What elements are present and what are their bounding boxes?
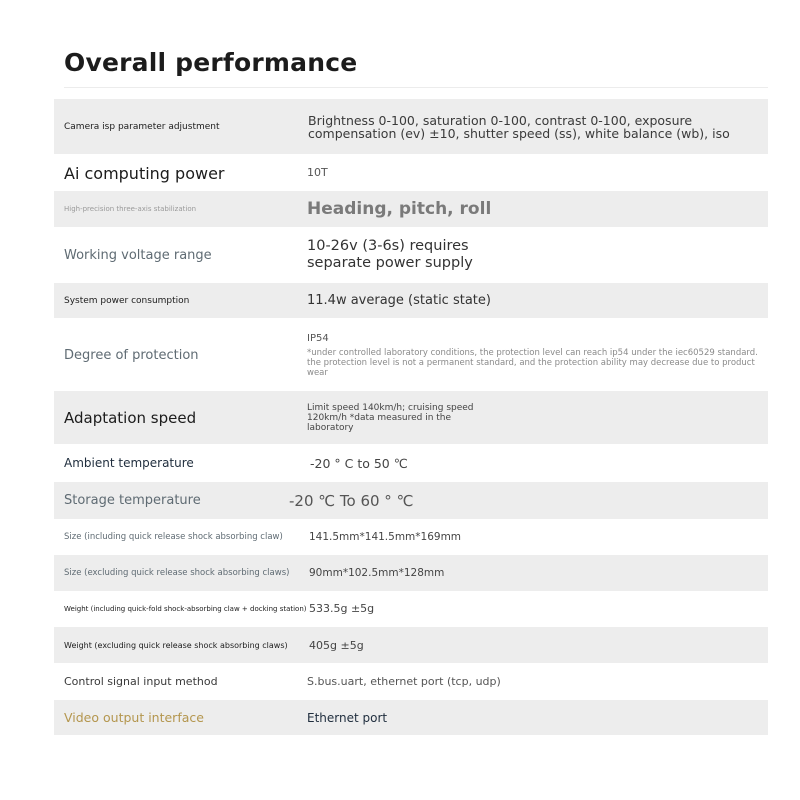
spec-value: 405g ±5g (309, 638, 364, 652)
spec-row-storage-temp (54, 482, 768, 519)
spec-label: Storage temperature (64, 493, 201, 508)
page-title: Overall performance (64, 48, 358, 77)
spec-label: Camera isp parameter adjustment (64, 121, 220, 132)
spec-value: -20 ° C to 50 ℃ (310, 455, 408, 471)
spec-value: Brightness 0-100, saturation 0-100, contrast 0-100, exposure compensation (ev) ±10, shutter speed (ss), white balance (wb), iso (308, 112, 730, 141)
spec-label: Control signal input method (64, 674, 218, 688)
spec-label: Size (excluding quick release shock absorbing claws) (64, 568, 290, 578)
spec-value: 533.5g ±5g (309, 602, 375, 615)
spec-row-ai-computing (54, 156, 768, 191)
spec-note: *under controlled laboratory conditions, the protection level can reach ip54 under the iec60529 standard. the protection level is not a permanent standard, and the protection ability may decrease due to product wear (307, 347, 758, 378)
spec-row-adaptation-speed (54, 391, 768, 444)
spec-value: S.bus.uart, ethernet port (tcp, udp) (307, 674, 501, 688)
spec-label: Ambient temperature (64, 456, 194, 470)
spec-value: 11.4w average (static state) (307, 293, 491, 308)
spec-label: High-precision three-axis stabilization (64, 205, 197, 213)
spec-label: Adaptation speed (64, 408, 197, 427)
spec-row-camera-isp (54, 99, 768, 154)
spec-row-voltage (54, 229, 768, 281)
spec-value: Ethernet port (307, 710, 388, 725)
spec-row-ambient-temp (54, 445, 768, 481)
spec-label: Working voltage range (64, 247, 212, 263)
spec-value: 90mm*102.5mm*128mm (309, 567, 445, 579)
spec-value: Limit speed 140km/h; cruising speed 120km/h *data measured in the laboratory (307, 402, 474, 433)
spec-row-stabilization (54, 191, 768, 227)
spec-row-weight-excl (54, 627, 768, 663)
spec-label: Size (including quick release shock absorbing claw) (64, 531, 283, 542)
spec-value: Heading, pitch, roll (307, 199, 492, 219)
spec-value: 10-26v (3-6s) requires separate power supply (307, 238, 473, 271)
spec-label: Degree of protection (64, 347, 199, 363)
spec-row-protection (54, 320, 768, 390)
spec-value: IP54 (307, 332, 329, 344)
spec-label: Ai computing power (64, 164, 225, 183)
spec-row-size-excl (54, 555, 768, 591)
title-divider (64, 87, 768, 88)
spec-row-power (54, 283, 768, 318)
spec-row-weight-incl (54, 591, 768, 626)
spec-row-video-output (54, 700, 768, 735)
spec-value: -20 ℃ To 60 ° ℃ (289, 491, 414, 510)
spec-label: System power consumption (64, 295, 190, 306)
spec-value: 141.5mm*141.5mm*169mm (309, 530, 462, 543)
spec-row-control-signal (54, 663, 768, 699)
spec-label: Video output interface (64, 710, 204, 725)
spec-label: Weight (excluding quick release shock absorbing claws) (64, 640, 288, 650)
spec-row-size-incl (54, 519, 768, 554)
spec-value: 10T (307, 166, 328, 179)
spec-label: Weight (including quick-fold shock-absorbing claw + docking station) (64, 604, 307, 613)
